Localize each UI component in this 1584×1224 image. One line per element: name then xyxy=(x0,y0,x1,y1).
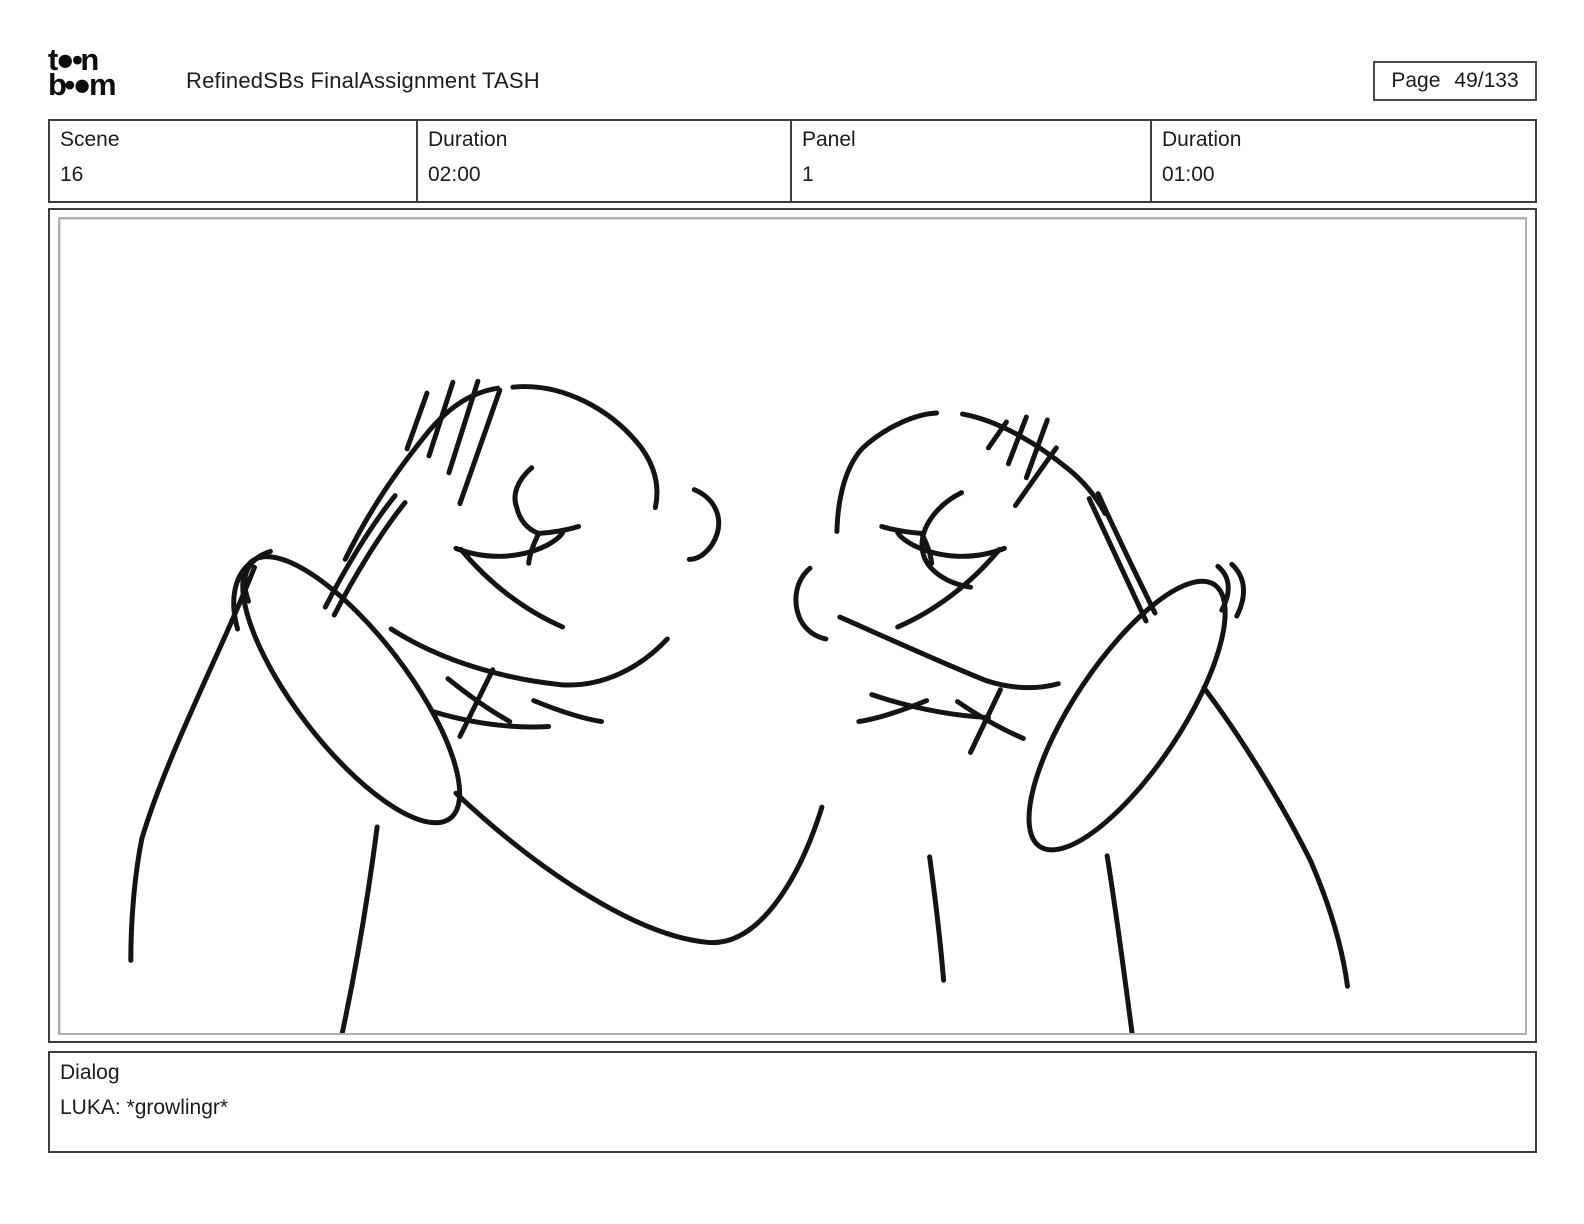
chest-curve-sketch xyxy=(456,793,822,942)
fists-sketch xyxy=(60,219,1525,1033)
toonboom-logo-top: t●•n xyxy=(48,42,97,77)
panel-duration-label: Duration xyxy=(1162,128,1242,151)
scene-duration-label: Duration xyxy=(428,128,508,151)
panel-duration-cell xyxy=(1152,121,1533,201)
scene-info-table xyxy=(48,119,1537,203)
page-indicator xyxy=(1373,61,1537,101)
panel-label: Panel xyxy=(802,128,856,151)
page-label: Page xyxy=(1391,69,1441,92)
page-number: 49/133 xyxy=(1454,69,1519,92)
scene-label: Scene xyxy=(60,128,120,151)
left-fist-sketch xyxy=(131,381,719,1033)
dialog-text: LUKA: *growlingr* xyxy=(60,1096,229,1119)
dialog-label: Dialog xyxy=(60,1061,120,1084)
camera-frame xyxy=(58,217,1527,1035)
panel-cell xyxy=(792,121,1152,201)
right-fist-sketch xyxy=(796,413,1348,1033)
scene-duration-value: 02:00 xyxy=(428,163,481,186)
project-title: RefinedSBs FinalAssignment TASH xyxy=(186,68,540,93)
storyboard-panel xyxy=(48,208,1537,1043)
toonboom-logo xyxy=(48,42,178,102)
toonboom-logo-bottom: b•●m xyxy=(48,66,115,102)
scene-value: 16 xyxy=(60,163,84,186)
scene-cell xyxy=(50,121,418,201)
panel-duration-value: 01:00 xyxy=(1162,163,1215,186)
dialog-section xyxy=(48,1051,1537,1153)
scene-duration-cell xyxy=(418,121,792,201)
panel-value: 1 xyxy=(802,163,814,186)
